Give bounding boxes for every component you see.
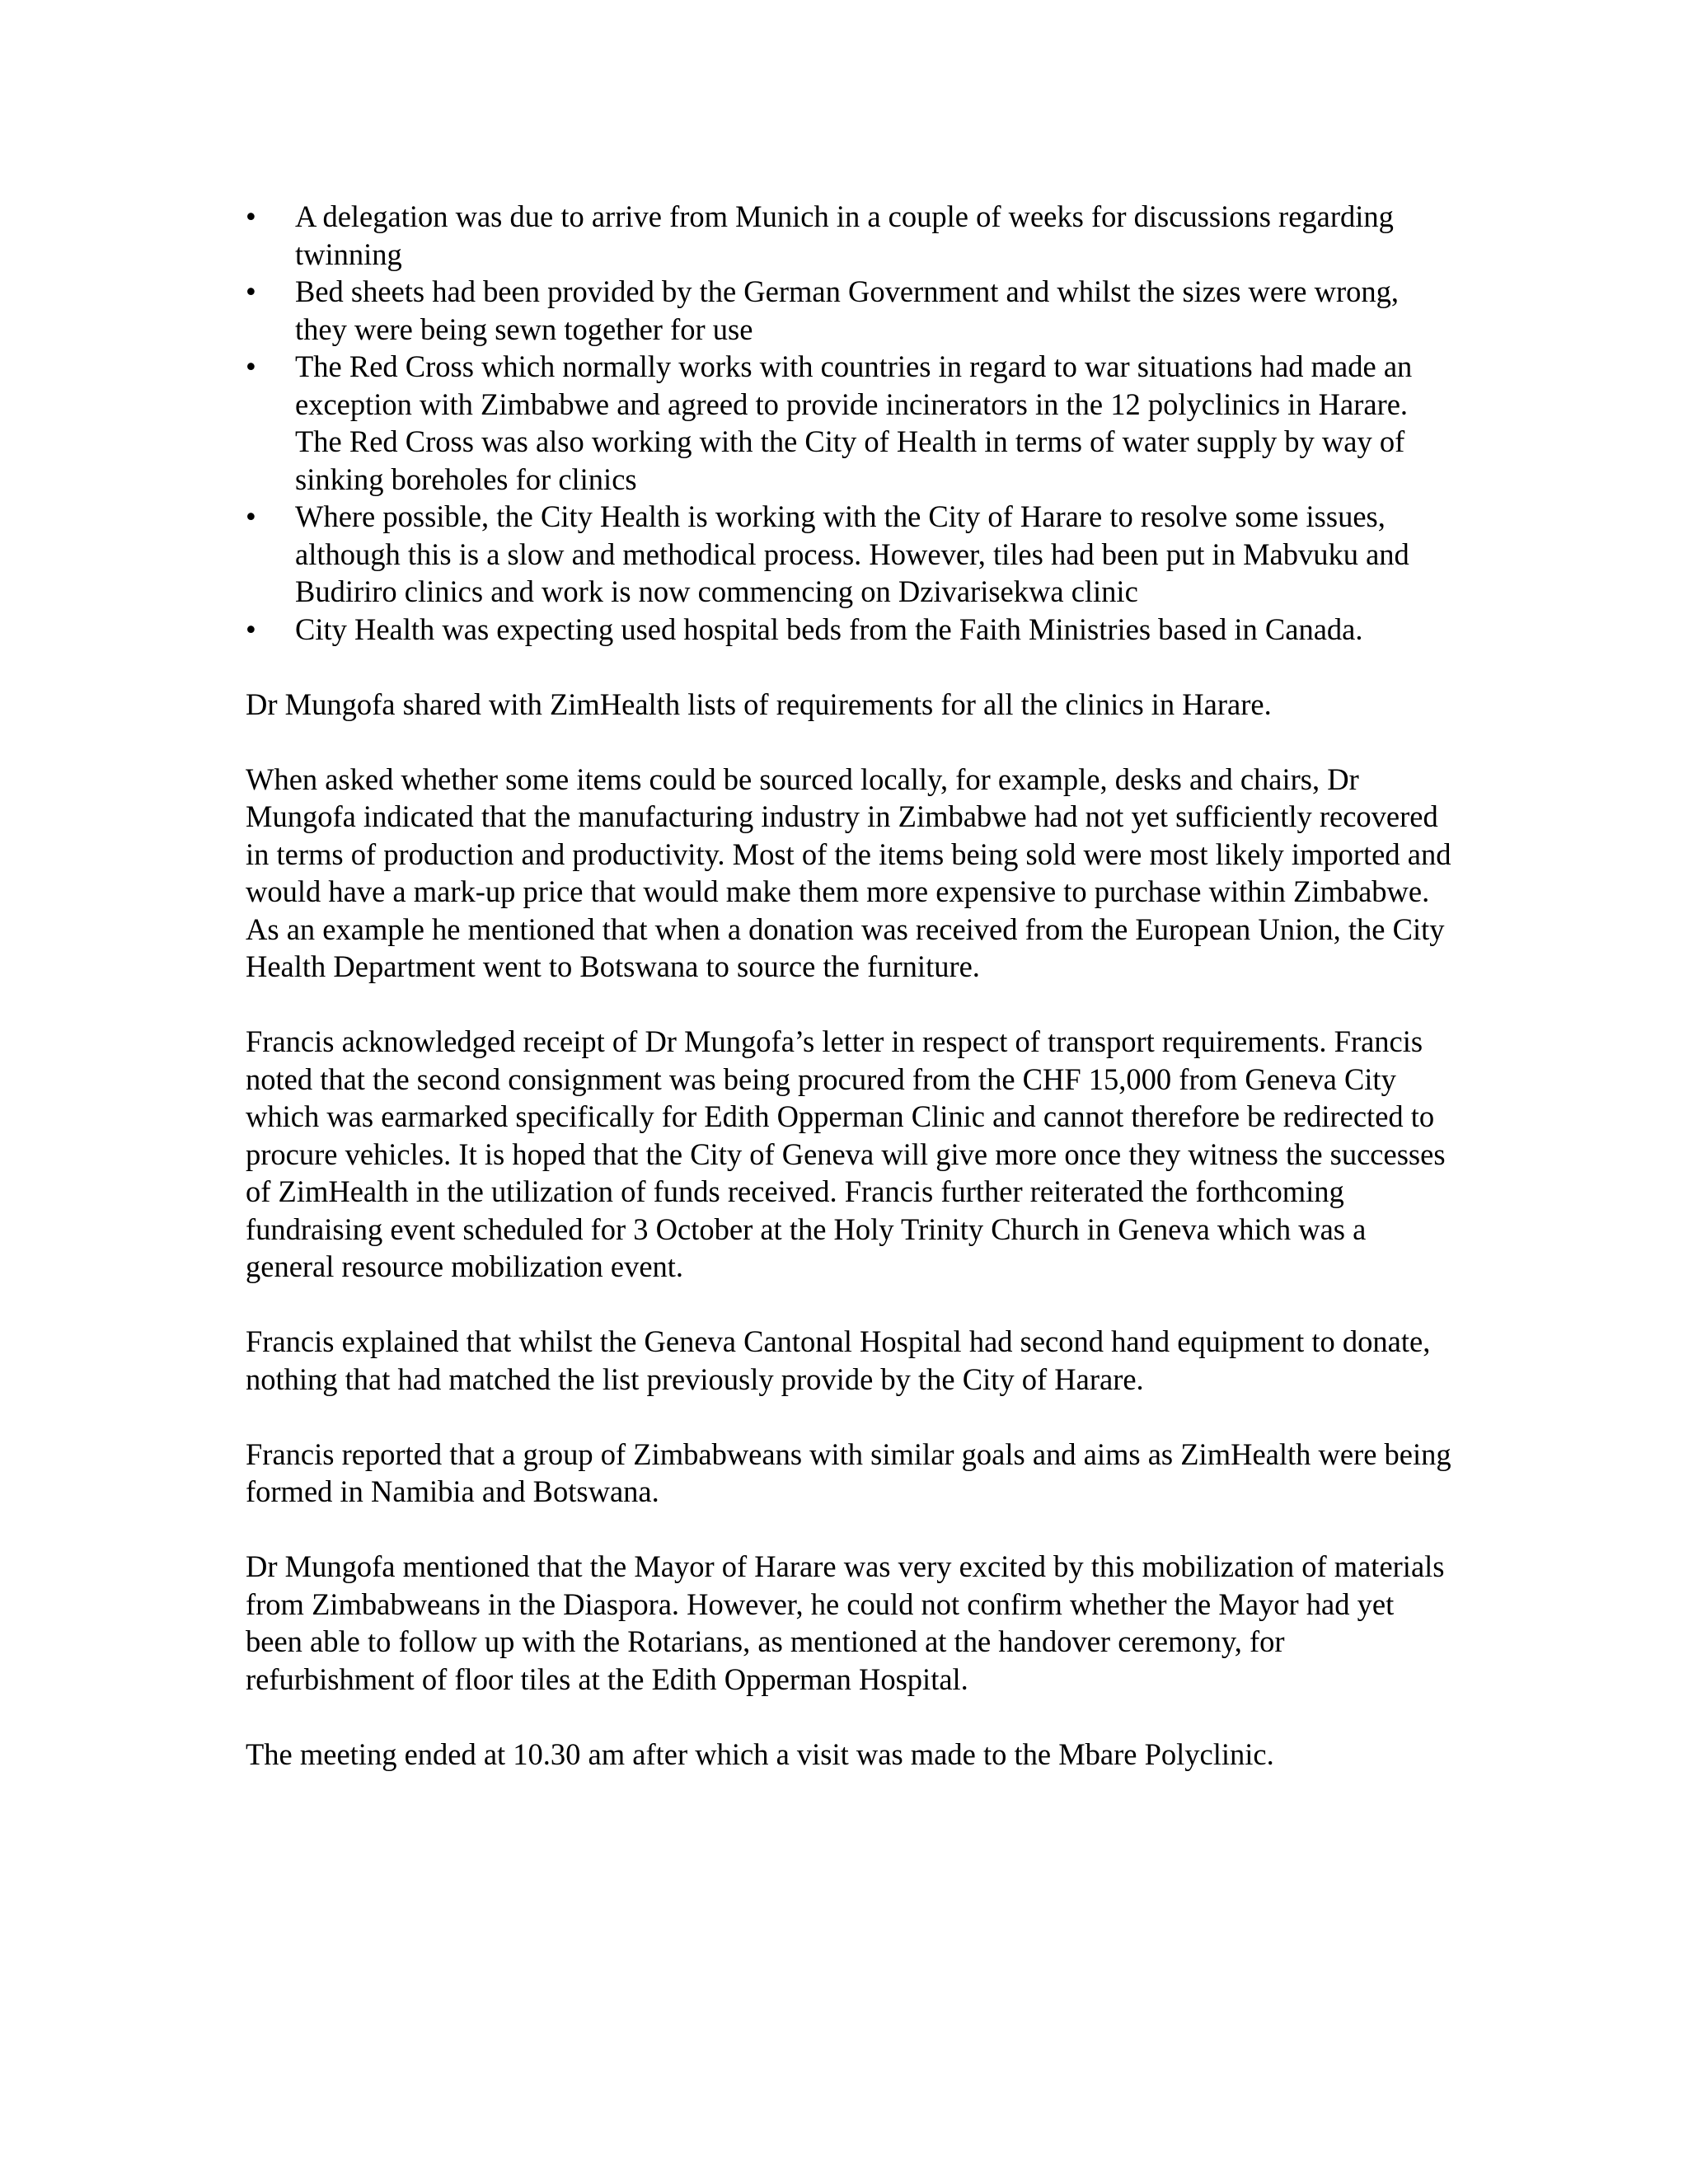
list-item <box>246 348 1457 498</box>
paragraph-cantonal-hospital: Francis explained that whilst the Geneva Cantonal Hospital had second hand equipment to donate, nothing that had matched the list previously provide by the City of Harare. <box>246 1324 1431 1396</box>
paragraph-requirements-lists: Dr Mungofa shared with ZimHealth lists of requirements for all the clinics in Harare. <box>246 687 1272 721</box>
bullet-icon: • <box>246 612 256 646</box>
paragraph-meeting-ended: The meeting ended at 10.30 am after which a visit was made to the Mbare Polyclinic. <box>246 1736 1274 1771</box>
list-item-text: The Red Cross which normally works with countries in regard to war situations had made an exception with Zimbabwe and agreed to provide incinerators in the 12 polyclinics in Harare. The Red Cross was also working with the City of Health in terms of water supply by way of sinking boreholes for clinics <box>295 349 1413 496</box>
list-item-text: A delegation was due to arrive from Munich in a couple of weeks for discussions regarding twinning <box>295 199 1394 271</box>
bullet-icon: • <box>246 499 256 533</box>
bullet-list <box>246 198 1457 648</box>
paragraph-local-sourcing: When asked whether some items could be sourced locally, for example, desks and chairs, Dr Mungofa indicated that the manufacturing industry in Zimbabwe had not yet sufficiently recovered in terms of production and productivity. Most of the items being sold were most likely imported and would have a mark-up price that would make them more expensive to purchase within Zimbabwe. As an example he mentioned that when a donation was received from the European Union, the City Health Department went to Botswana to source the furniture. <box>246 762 1451 983</box>
list-item <box>246 273 1457 348</box>
document-body <box>246 198 1457 1773</box>
paragraph-mayor-mobilization: Dr Mungofa mentioned that the Mayor of Harare was very excited by this mobilization of materials from Zimbabweans in the Diaspora. However, he could not confirm whether the Mayor had yet been able to follow up with the Rotarians, as mentioned at the handover ceremony, for refurbishment of floor tiles at the Edith Opperman Hospital. <box>246 1549 1445 1696</box>
paragraph-namibia-botswana: Francis reported that a group of Zimbabweans with similar goals and aims as ZimHealth were being formed in Namibia and Botswana. <box>246 1436 1451 1508</box>
bullet-icon: • <box>246 349 256 383</box>
paragraph-transport-requirements: Francis acknowledged receipt of Dr Mungofa’s letter in respect of transport requirements. Francis noted that the second consignment was being procured from the CHF 15,000 from Geneva City which was earmarked specifically for Edith Opperman Clinic and cannot therefore be redirected to procure vehicles. It is hoped that the City of Geneva will give more once they witness the successes of ZimHealth in the utilization of funds received. Francis further reiterated the forthcoming fundraising event scheduled for 3 October at the Holy Trinity Church in Geneva which was a general resource mobilization event. <box>246 1024 1446 1283</box>
list-item <box>246 611 1457 649</box>
list-item <box>246 498 1457 611</box>
list-item <box>246 198 1457 273</box>
list-item-text: Bed sheets had been provided by the German Government and whilst the sizes were wrong, they were being sewn together for use <box>295 274 1399 346</box>
list-item-text: City Health was expecting used hospital beds from the Faith Ministries based in Canada. <box>295 612 1363 646</box>
bullet-icon: • <box>246 274 256 308</box>
list-item-text: Where possible, the City Health is working with the City of Harare to resolve some issues, although this is a slow and methodical process. However, tiles had been put in Mabvuku and Budiriro clinics and work is now commencing on Dzivarisekwa clinic <box>295 499 1409 608</box>
bullet-icon: • <box>246 199 256 233</box>
